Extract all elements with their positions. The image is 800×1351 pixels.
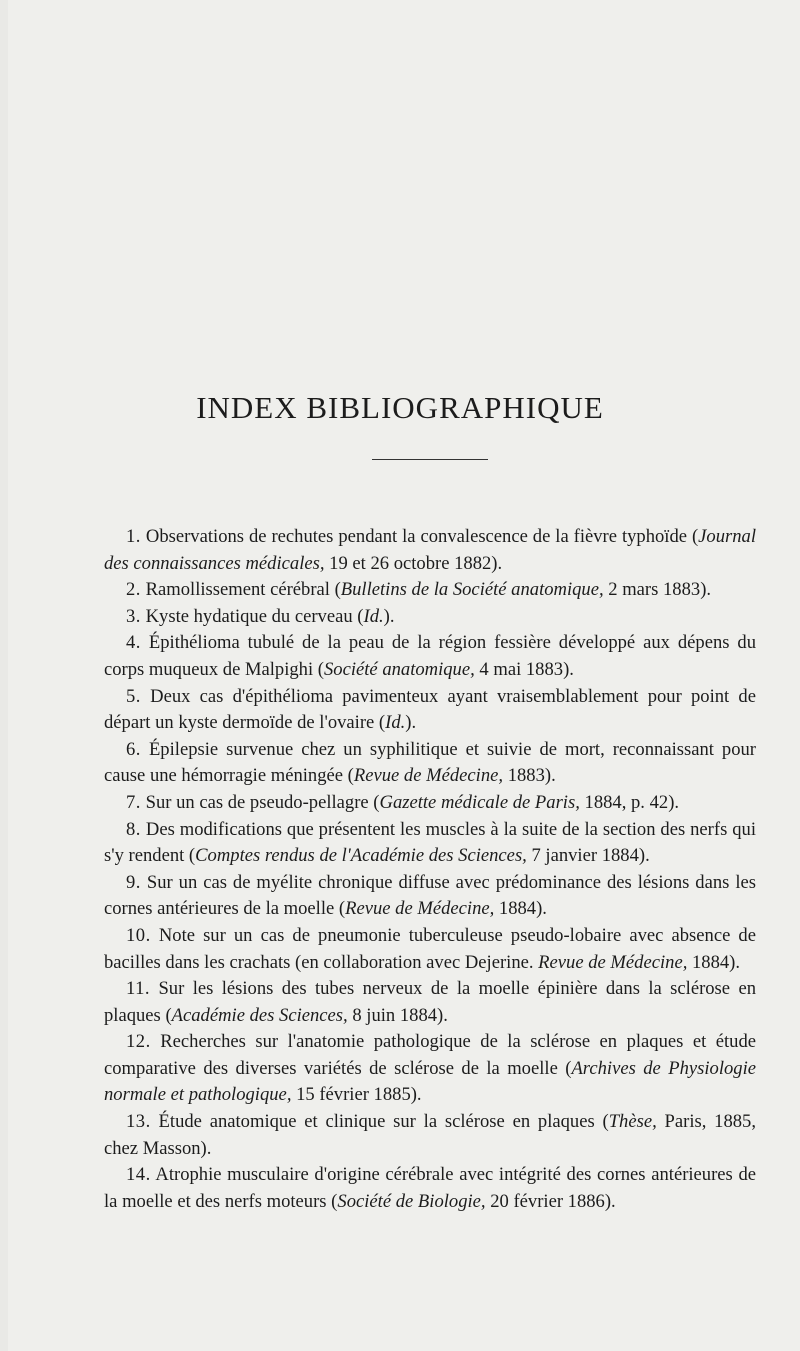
entry-text: Épilepsie survenue chez un syphilitique et suivie de mort, reconnaissant pour cause une hémorragie méningée ( <box>104 738 756 787</box>
entry-text: 4 mai 1883). <box>474 658 574 680</box>
bibliography-entry <box>104 1109 756 1162</box>
bibliography-entry <box>104 604 756 631</box>
entry-source-title: Revue de Médecine, <box>345 898 495 920</box>
entry-number: 9. <box>126 871 141 893</box>
entry-number: 7. <box>126 791 141 813</box>
entry-text: 1884, p. 42). <box>579 791 680 813</box>
title-rule <box>372 459 488 460</box>
entry-number: 2. <box>126 579 141 601</box>
entry-text: 19 et 26 octobre 1882). <box>324 552 503 574</box>
entry-text: 1884). <box>687 951 741 973</box>
bibliography-entry <box>104 790 756 817</box>
entry-source-title: Société de Biologie, <box>337 1190 486 1212</box>
entry-source-title: Académie des Sciences, <box>171 1004 348 1026</box>
entry-text: Des modifications que présentent les muscles à la suite de la section des nerfs qui s'y rendent ( <box>104 818 756 867</box>
bibliography-entry <box>104 577 756 604</box>
entry-text: 1884). <box>494 898 547 920</box>
entry-number: 13. <box>126 1111 151 1133</box>
entry-text: Deux cas d'épithélioma pavimenteux ayant vraisemblablement pour point de départ un kyste dermoïde de l'ovaire ( <box>104 685 756 734</box>
entry-number: 1. <box>126 526 141 547</box>
entry-text: 7 janvier 1884). <box>526 845 650 867</box>
entry-source-title: Archives de Physiologie normale et pathologique, <box>104 1057 756 1106</box>
entry-number: 11. <box>126 978 151 1000</box>
entry-text: 8 juin 1884). <box>347 1004 448 1026</box>
entry-text: Ramollissement cérébral ( <box>145 579 341 601</box>
bibliography-entry <box>104 737 756 790</box>
entry-source-title: Société anatomique, <box>323 658 475 680</box>
entry-number: 14. <box>126 1164 151 1186</box>
bibliography-entry <box>104 923 756 976</box>
entry-source-title: Revue de Médecine, <box>538 951 688 973</box>
entry-text: Kyste hydatique du cerveau ( <box>145 605 364 627</box>
entry-text: Note sur un cas de pneumonie tuberculeuse pseudo-lobaire avec absence de bacilles dans les crachats (en collaboration avec Dejerine. <box>104 924 756 973</box>
entry-text: Recherches sur l'anatomie pathologique de la sclérose en plaques et étude comparative des diverses variétés de sclérose de la moelle ( <box>104 1031 756 1079</box>
page-title: INDEX BIBLIOGRAPHIQUE <box>196 390 604 425</box>
entry-text: 20 février 1886). <box>485 1190 616 1212</box>
entry-source-title: Id. <box>363 605 384 627</box>
entry-text: 15 février 1885). <box>291 1084 422 1106</box>
entry-text: Étude anatomique et clinique sur la sclérose en plaques ( <box>158 1111 609 1133</box>
entry-text: Épithélioma tubulé de la peau de la région fessière développé aux dépens du corps muqueux de Malpighi ( <box>104 632 756 680</box>
bibliography-entry <box>104 870 756 923</box>
entry-source-title: Revue de Médecine, <box>353 765 504 787</box>
entry-text: 2 mars 1883). <box>603 579 712 601</box>
bibliography-entry <box>104 524 756 577</box>
entry-text: ). <box>383 605 395 627</box>
entry-source-title: Gazette médicale de Paris, <box>379 791 580 813</box>
entry-number: 12. <box>126 1031 151 1053</box>
entry-number: 3. <box>126 605 141 627</box>
entry-text: ). <box>405 712 417 734</box>
bibliography-entry <box>104 684 756 737</box>
entry-number: 10. <box>126 924 151 946</box>
entry-text: Paris, 1885, chez Masson). <box>104 1111 756 1159</box>
entry-text: Atrophie musculaire d'origine cérébrale avec intégrité des cornes antérieures de la moelle et des nerfs moteurs ( <box>104 1164 757 1212</box>
entry-text: Sur les lésions des tubes nerveux de la moelle épinière dans la sclérose en plaques ( <box>104 978 756 1026</box>
bibliography-entry <box>104 817 756 870</box>
entry-source-title: Bulletins de la Société anatomique, <box>340 579 604 601</box>
entry-text: Sur un cas de myélite chronique diffuse avec prédominance des lésions dans les cornes antérieures de la moelle ( <box>104 871 756 920</box>
bibliography-entry <box>104 630 756 683</box>
entry-text: 1883). <box>503 765 556 787</box>
bibliography-entry <box>104 1162 756 1215</box>
bibliography-entry <box>104 1029 756 1109</box>
entry-source-title: Thèse, <box>608 1111 657 1133</box>
entry-number: 8. <box>126 818 141 840</box>
bibliography-entry <box>104 976 756 1029</box>
entry-number: 5. <box>126 685 141 707</box>
entry-source-title: Comptes rendus de l'Académie des Sciences, <box>195 845 527 867</box>
entry-text: Observations de rechutes pendant la convalescence de la fièvre typhoïde ( <box>145 526 699 547</box>
bibliography-list <box>104 524 756 1215</box>
entry-number: 4. <box>126 632 141 654</box>
entry-text: Sur un cas de pseudo-pellagre ( <box>145 791 380 813</box>
entry-source-title: Id. <box>385 712 406 734</box>
entry-source-title: Journal des connaissances médicales, <box>104 526 756 574</box>
entry-number: 6. <box>126 738 141 760</box>
